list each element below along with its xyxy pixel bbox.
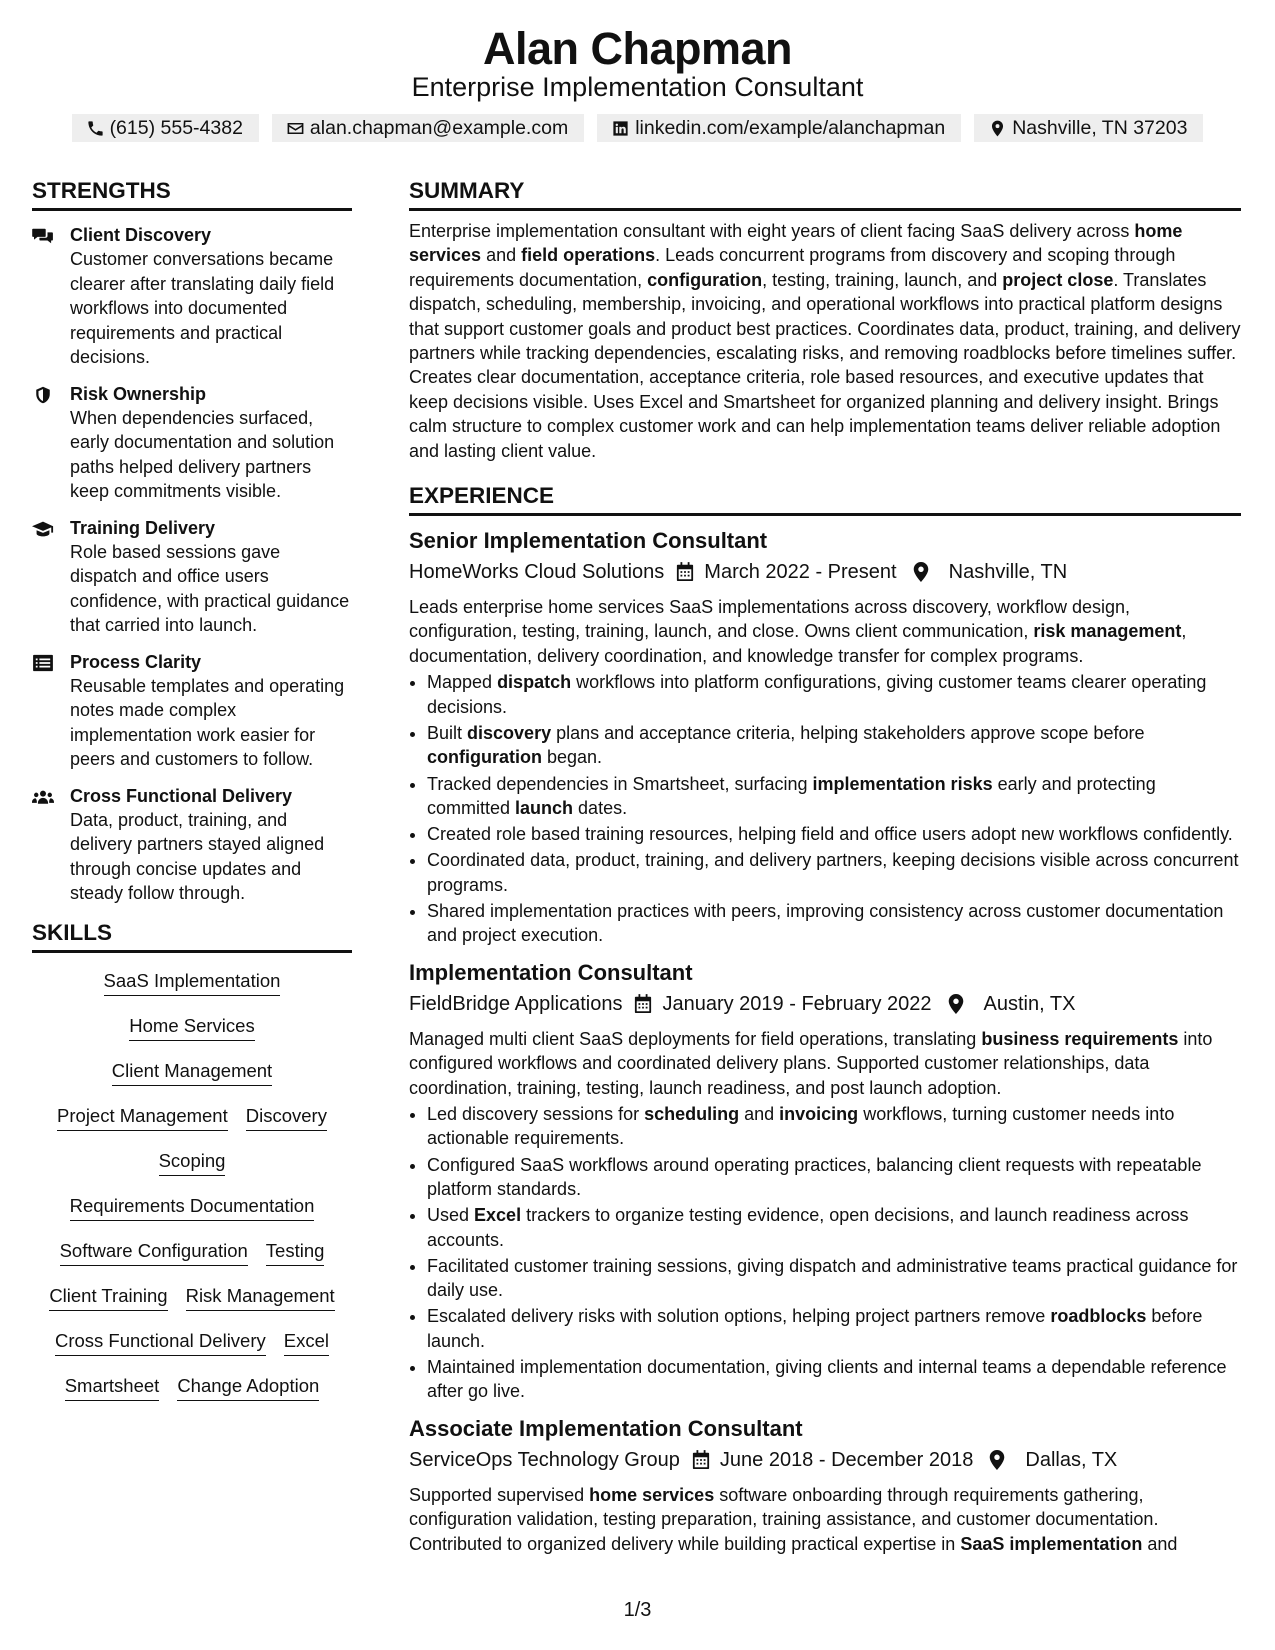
strength-item — [32, 223, 352, 370]
text-run: early and protecting committed — [427, 773, 1156, 818]
text-run: Built — [427, 722, 468, 743]
summary-text — [409, 219, 1241, 463]
contact-phone[interactable] — [72, 114, 259, 142]
experience-list — [409, 526, 1241, 1556]
strength-item — [32, 650, 352, 772]
skill-tag: Change Adoption — [177, 1374, 319, 1401]
experience-heading: EXPERIENCE — [409, 481, 1241, 516]
job-bullet — [427, 721, 1241, 770]
skill-tag: Smartsheet — [65, 1374, 160, 1401]
strength-description: Role based sessions gave dispatch and office users confidence, with practical guidance that carried into launch. — [70, 541, 350, 635]
contact-location-text: Nashville, TN 37203 — [1012, 117, 1188, 139]
emphasis-text: discovery — [467, 722, 552, 743]
text-run: , testing, training, launch, and — [762, 269, 1003, 290]
job-bullet — [427, 670, 1241, 719]
location-pin-icon — [913, 562, 929, 582]
skill-tag: Client Training — [49, 1284, 167, 1311]
location-pin-icon — [988, 119, 1007, 138]
emphasis-text: roadblocks — [1050, 1306, 1147, 1327]
emphasis-text: dispatch — [497, 672, 572, 693]
location-pin-icon — [989, 1450, 1005, 1470]
contact-linkedin[interactable] — [597, 114, 961, 142]
text-run: into configured workflows and coordinated delivery plans. Supported customer relationships, data coordination, training, testing, launch readiness, and post launch adoption. — [409, 1028, 1213, 1098]
text-run: . Leads concurrent programs from discovery and scoping through requirements documentation, — [409, 245, 1176, 290]
job-bullet — [427, 1355, 1241, 1404]
emphasis-text: scheduling — [644, 1103, 740, 1124]
text-run: Led discovery sessions for — [427, 1103, 645, 1124]
strength-title: Risk Ownership — [70, 383, 207, 404]
job-description — [409, 595, 1241, 668]
job-bullet — [427, 1102, 1241, 1151]
text-run: Used — [427, 1205, 475, 1226]
strength-description: Reusable templates and operating notes made complex implementation work easier for peers and customers to follow. — [70, 675, 345, 769]
contact-email-text: alan.chapman@example.com — [309, 117, 569, 139]
text-run: , documentation, delivery coordination, and knowledge transfer for complex programs. — [409, 621, 1187, 666]
skills-list — [32, 969, 352, 1419]
contact-bar — [0, 114, 1275, 142]
emphasis-text: Excel — [474, 1205, 522, 1226]
strength-title: Client Discovery — [70, 225, 212, 245]
job-title: Associate Implementation Consultant — [409, 1415, 803, 1441]
strength-item — [32, 784, 352, 906]
skill-row — [32, 1104, 352, 1149]
left-column — [32, 176, 352, 1419]
skill-row — [32, 1149, 352, 1194]
job-bullets — [409, 1102, 1241, 1404]
skill-tag: Client Management — [112, 1059, 272, 1086]
skill-row — [32, 1284, 352, 1329]
contact-linkedin-text: linkedin.com/example/alanchapman — [635, 117, 946, 139]
users-icon — [32, 788, 54, 806]
contact-location — [974, 114, 1203, 142]
job-bullet — [427, 1203, 1241, 1252]
skill-tag: SaaS Implementation — [104, 969, 281, 996]
text-run: . Translates dispatch, scheduling, membership, invoicing, and operational workflows into practical platform designs that support customer goals and product best practices. Coordinates data, product, training, and delivery partners while tracking dependencies, escalating risks, and removing roadblocks before timelines suffer. Creates clear documentation, acceptance criteria, role based resources, and executive updates that keep decisions visible. Uses Excel and Smartsheet for organized planning and delivery insight. Brings calm structure to complex customer work and can help implementation teams deliver reliable adoption and lasting client value. — [409, 269, 1241, 461]
text-run: Shared implementation practices with peers, improving consistency across customer documentation and project execution. — [427, 900, 1224, 946]
skill-tag: Project Management — [57, 1104, 228, 1131]
text-run: before launch. — [427, 1306, 1203, 1351]
job-bullet — [427, 848, 1241, 897]
contact-phone-text: (615) 555-4382 — [109, 117, 243, 139]
strength-title: Cross Functional Delivery — [70, 785, 293, 806]
skill-row — [32, 1014, 352, 1059]
skill-tag: Requirements Documentation — [70, 1194, 315, 1221]
skill-row — [32, 1239, 352, 1284]
emphasis-text: home services — [409, 221, 1183, 266]
text-run: plans and acceptance criteria, helping stakeholders approve scope before — [551, 722, 1145, 743]
strength-item — [32, 516, 352, 638]
page-number: 1/3 — [623, 1599, 652, 1621]
emphasis-text: SaaS implementation — [960, 1533, 1143, 1554]
skill-tag: Cross Functional Delivery — [55, 1329, 266, 1356]
job-entry — [409, 1414, 1241, 1556]
emphasis-text: implementation risks — [812, 773, 993, 794]
text-run: began. — [542, 747, 603, 768]
emphasis-text: field operations — [521, 245, 656, 266]
job-entry — [409, 958, 1241, 1404]
calendar-icon — [692, 1450, 710, 1470]
graduation-cap-icon — [32, 520, 54, 538]
skill-row — [32, 1329, 352, 1374]
text-run: Facilitated customer training sessions, giving dispatch and administrative teams practical guidance for daily use. — [427, 1255, 1238, 1301]
text-run: Created role based training resources, helping field and office users adopt new workflows confidently. — [427, 824, 1233, 845]
comments-icon — [32, 227, 54, 245]
text-run: Tracked dependencies in Smartsheet, surfacing — [427, 773, 813, 794]
emphasis-text: launch — [515, 797, 574, 818]
text-run: Maintained implementation documentation, giving clients and internal teams a dependable reference after go live. — [427, 1357, 1227, 1402]
job-location: Dallas, TX — [1025, 1448, 1118, 1471]
job-company: FieldBridge Applications — [409, 992, 623, 1015]
job-title: Implementation Consultant — [409, 959, 693, 985]
job-bullet — [427, 772, 1241, 821]
text-run: dates. — [573, 797, 628, 818]
job-entry — [409, 526, 1241, 948]
envelope-icon — [286, 119, 305, 138]
candidate-name: Alan Chapman — [482, 23, 793, 74]
text-run: Leads enterprise home services SaaS implementations across discovery, workflow design, configuration, testing, training, launch, and close. Owns client communication, — [409, 597, 1130, 642]
job-bullet — [427, 1304, 1241, 1353]
skill-tag: Testing — [266, 1239, 325, 1266]
text-run: Escalated delivery risks with solution options, helping project partners remove — [427, 1306, 1051, 1327]
text-run: Enterprise implementation consultant with eight years of client facing SaaS delivery across — [409, 221, 1135, 241]
text-run: Mapped — [427, 672, 498, 693]
emphasis-text: project close — [1002, 269, 1114, 290]
job-bullets — [409, 670, 1241, 947]
text-run: Configured SaaS workflows around operating practices, balancing client requests with repeatable platform standards. — [427, 1154, 1202, 1199]
job-dates: March 2022 - Present — [704, 561, 897, 584]
text-run: Managed multi client SaaS deployments for field operations, translating — [409, 1028, 982, 1049]
emphasis-text: configuration — [647, 269, 763, 290]
job-bullet — [427, 822, 1241, 846]
strength-title: Process Clarity — [70, 651, 202, 672]
summary-heading: SUMMARY — [409, 176, 1241, 211]
text-run: and — [481, 245, 522, 266]
skill-row — [32, 1374, 352, 1419]
right-column — [409, 176, 1241, 1556]
job-company: ServiceOps Technology Group — [409, 1448, 680, 1471]
candidate-title: Enterprise Implementation Consultant — [411, 72, 864, 102]
strengths-list — [32, 223, 352, 906]
job-bullet — [427, 1254, 1241, 1303]
linkedin-icon — [611, 119, 630, 138]
job-dates: June 2018 - December 2018 — [719, 1448, 974, 1471]
list-alt-icon — [32, 654, 54, 672]
text-run: workflows, turning customer needs into actionable requirements. — [427, 1103, 1175, 1149]
location-pin-icon — [948, 994, 964, 1014]
calendar-icon — [676, 562, 694, 582]
emphasis-text: business requirements — [981, 1028, 1179, 1049]
emphasis-text: configuration — [427, 747, 542, 768]
strength-description: Customer conversations became clearer after translating daily field workflows into documented requirements and practical decisions. — [70, 249, 335, 367]
strength-item — [32, 382, 352, 504]
strength-description: When dependencies surfaced, early documentation and solution paths helped delivery partners keep commitments visible. — [70, 407, 335, 501]
phone-icon — [86, 119, 105, 138]
job-title: Senior Implementation Consultant — [409, 528, 768, 554]
text-run: trackers to organize testing evidence, open decisions, and launch readiness across accounts. — [427, 1205, 1189, 1250]
shield-icon — [32, 386, 54, 404]
job-dates: January 2019 - February 2022 — [662, 992, 932, 1015]
skill-row — [32, 1194, 352, 1239]
strength-description: Data, product, training, and delivery partners stayed aligned through concise updates and steady follow through. — [70, 809, 325, 903]
job-meta — [409, 1445, 1241, 1475]
skill-tag: Home Services — [129, 1014, 254, 1041]
text-run: and — [739, 1103, 780, 1124]
skill-tag: Risk Management — [186, 1284, 335, 1311]
strength-title: Training Delivery — [70, 517, 216, 538]
job-description — [409, 1483, 1241, 1556]
job-meta — [409, 989, 1241, 1019]
text-run: Coordinated data, product, training, and delivery partners, keeping decisions visible across concurrent programs. — [427, 850, 1239, 895]
job-company: HomeWorks Cloud Solutions — [409, 561, 665, 584]
job-location: Austin, TX — [983, 992, 1076, 1015]
skill-tag: Discovery — [246, 1104, 327, 1131]
emphasis-text: home services — [589, 1484, 715, 1505]
text-run: workflows into platform configurations, giving customer teams clearer operating decisions. — [427, 672, 1207, 717]
skill-row — [32, 969, 352, 1014]
text-run: Supported supervised — [409, 1484, 590, 1505]
job-description — [409, 1027, 1241, 1100]
skill-tag: Excel — [284, 1329, 329, 1356]
job-bullet — [427, 1153, 1241, 1202]
text-run: software onboarding through requirements gathering, configuration validation, testing preparation, training assistance, and customer documentation. Contributed to organized delivery while building practical expertise in — [409, 1484, 1159, 1554]
skills-heading: SKILLS — [32, 918, 352, 953]
emphasis-text: risk management — [1033, 621, 1182, 642]
strengths-heading: STRENGTHS — [32, 176, 352, 211]
skill-tag: Software Configuration — [60, 1239, 248, 1266]
job-location: Nashville, TN — [948, 561, 1068, 584]
skill-tag: Scoping — [159, 1149, 226, 1176]
job-meta — [409, 557, 1241, 587]
calendar-icon — [634, 994, 652, 1014]
skill-row — [32, 1059, 352, 1104]
contact-email[interactable] — [272, 114, 584, 142]
emphasis-text: invoicing — [779, 1103, 859, 1124]
text-run: and — [1142, 1533, 1178, 1554]
job-bullet — [427, 899, 1241, 948]
